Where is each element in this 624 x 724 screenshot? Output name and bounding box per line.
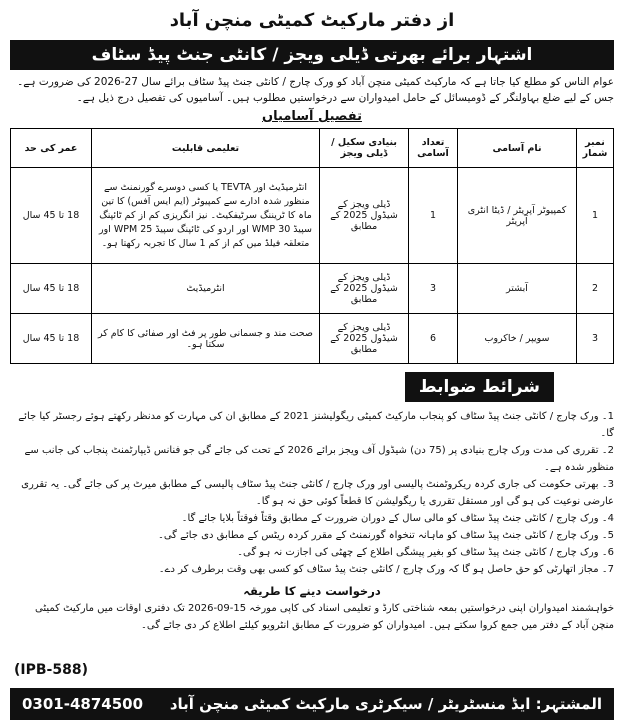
advertisement-banner: اشتہار برائے بھرتی ڈیلی ویجز / کانٹی جنٹ پیڈ سٹاف xyxy=(10,40,614,70)
office-title: از دفتر مارکیٹ کمیٹی منچن آباد xyxy=(169,10,455,31)
table-row xyxy=(11,314,614,364)
term-item: 5۔ ورک چارج / کانٹی جنٹ پیڈ سٹاف کو ماہانہ تنخواہ گورنمنٹ کے مقرر کردہ ریٹس کے مطابق دی جائے گی۔ xyxy=(157,530,614,541)
terms-heading-wrap xyxy=(10,372,614,402)
apply-paragraph: خواہشمند امیدواران اپنی درخواستیں بمعہ شناختی کارڈ و تعلیمی اسناد کی کاپی مورخہ 15-09-2026 تک دفتری اوقات میں مارکیٹ کمیٹی منچن آباد کے دفتر میں جمع کروا سکتے ہیں۔ امیدواران کو ضرورت کے مطابق انٹرویو کیلئے اطلاع کر دی جائے گی۔ xyxy=(35,603,614,631)
terms-heading: شرائط ضوابط xyxy=(405,372,554,402)
cell-scale: ڈیلی ویجز کے شیڈول 2025 کے مطابق xyxy=(320,314,409,364)
table-row xyxy=(11,264,614,314)
col-header-scale: بنیادی سکیل / ڈیلی ویجز xyxy=(320,129,409,168)
cell-sno: 3 xyxy=(577,314,614,364)
term-item: 7۔ مجاز اتھارٹی کو حق حاصل ہو گا کہ ورک چارج / کانٹی جنٹ پیڈ سٹاف کو کسی بھی وقت برطرف کر دے۔ xyxy=(158,564,614,575)
cell-age: 18 تا 45 سال xyxy=(11,168,92,264)
cell-age: 18 تا 45 سال xyxy=(11,264,92,314)
cell-qualification: انٹرمیڈیٹ اور TEVTA یا کسی دوسرے گورنمنٹ سے منظور شدہ ادارے سے کمپیوٹر (ایم ایس آفس) کا تین ماہ کا ٹریننگ سرٹیفکیٹ۔ نیز انگریزی کم از کم ٹائپنگ سپیڈ 30 WMP اور اردو کی ٹائپنگ سپیڈ 25 WPM اور متعلقہ فیلڈ میں کم از کم 1 سال کا تجربہ رکھتا ہو۔ xyxy=(92,168,320,264)
cell-qualification: انٹرمیڈیٹ xyxy=(92,264,320,314)
reference-code: (IPB-588) xyxy=(14,662,88,678)
posts-table xyxy=(10,128,614,364)
col-header-count: تعداد آسامی xyxy=(409,129,458,168)
posts-heading: تفصیل آسامیاں xyxy=(262,109,362,124)
terms-list xyxy=(10,408,614,578)
cell-scale: ڈیلی ویجز کے شیڈول 2025 کے مطابق xyxy=(320,168,409,264)
col-header-age: عمر کی حد xyxy=(11,129,92,168)
cell-qualification: صحت مند و جسمانی طور پر فٹ اور صفائی کا کام کر سکتا ہو۔ xyxy=(92,314,320,364)
term-item: 2۔ تقرری کی مدت ورک چارج بنیادی پر (75 دن) شیڈول آف ویجز برائے 2026 کے تحت کی جائے گی جو فنانس ڈیپارٹمنٹ پنجاب کی جانب سے منظور شدہ ہے۔ xyxy=(24,445,614,473)
term-item: 1۔ ورک چارج / کانٹی جنٹ پیڈ سٹاف کو پنجاب مارکیٹ کمیٹی ریگولیشنز 2021 کے مطابق ان کی مہارت کو مدنظر رکھتے ہوئے رجسٹر کیا جائے گا۔ xyxy=(18,411,614,439)
term-item: 3۔ بھرتی حکومت کی جاری کردہ ریکروٹمنٹ پالیسی اور ورک چارج / کانٹی جنٹ پیڈ سٹاف پالیسی کے مطابق میرٹ پر کی جائے گی۔ یہ تقرری عارضی نوعیت کی ہو گی اور مستقل تقرری یا ریگولیشن کا قطعاً کوئی حق نہ ہو گا۔ xyxy=(21,479,614,507)
cell-sno: 2 xyxy=(577,264,614,314)
cell-count: 6 xyxy=(409,314,458,364)
cell-sno: 1 xyxy=(577,168,614,264)
cell-post: کمپیوٹر آپریٹر / ڈیٹا انٹری آپریٹر xyxy=(458,168,577,264)
cell-age: 18 تا 45 سال xyxy=(11,314,92,364)
cell-count: 3 xyxy=(409,264,458,314)
col-header-qualification: تعلیمی قابلیت xyxy=(92,129,320,168)
cell-post: سویپر / خاکروب xyxy=(458,314,577,364)
intro-paragraph: عوام الناس کو مطلع کیا جاتا ہے کہ مارکیٹ کمیٹی منچن آباد کو ورک چارج / کانٹی جنٹ پیڈ سٹاف برائے سال 27-2026 کی ضرورت ہے۔ جس کے لیے ضلع بہاولنگر کے ڈومیسائل کے حامل امیدواران سے درخواستیں مطلوب ہیں۔ آسامیوں کی تفصیل درج ذیل ہے۔ xyxy=(17,76,614,104)
table-row xyxy=(11,168,614,264)
col-header-sno: نمبر شمار xyxy=(577,129,614,168)
advertiser-signature: المشتہر: ایڈ منسٹریٹر / سیکرٹری مارکیٹ کمیٹی منچن آباد xyxy=(169,695,602,713)
term-item: 6۔ ورک چارج / کانٹی جنٹ پیڈ سٹاف کو بغیر پیشگی اطلاع کے چھٹی کی اجازت نہ ہو گی۔ xyxy=(237,547,614,558)
table-header-row xyxy=(11,129,614,168)
term-item: 4۔ ورک چارج / کانٹی جنٹ پیڈ سٹاف کو مالی سال کے دوران ضرورت کے مطابق وقتاً فوقتاً بلایا جائے گا۔ xyxy=(181,513,614,524)
cell-count: 1 xyxy=(409,168,458,264)
col-header-post: نام آسامی xyxy=(458,129,577,168)
contact-phone: 0301-4874500 xyxy=(22,695,144,713)
cell-scale: ڈیلی ویجز کے شیڈول 2025 کے مطابق xyxy=(320,264,409,314)
apply-heading: درخواست دینے کا طریقہ xyxy=(243,584,381,598)
footer-bar xyxy=(10,688,614,720)
cell-post: آبشتر xyxy=(458,264,577,314)
